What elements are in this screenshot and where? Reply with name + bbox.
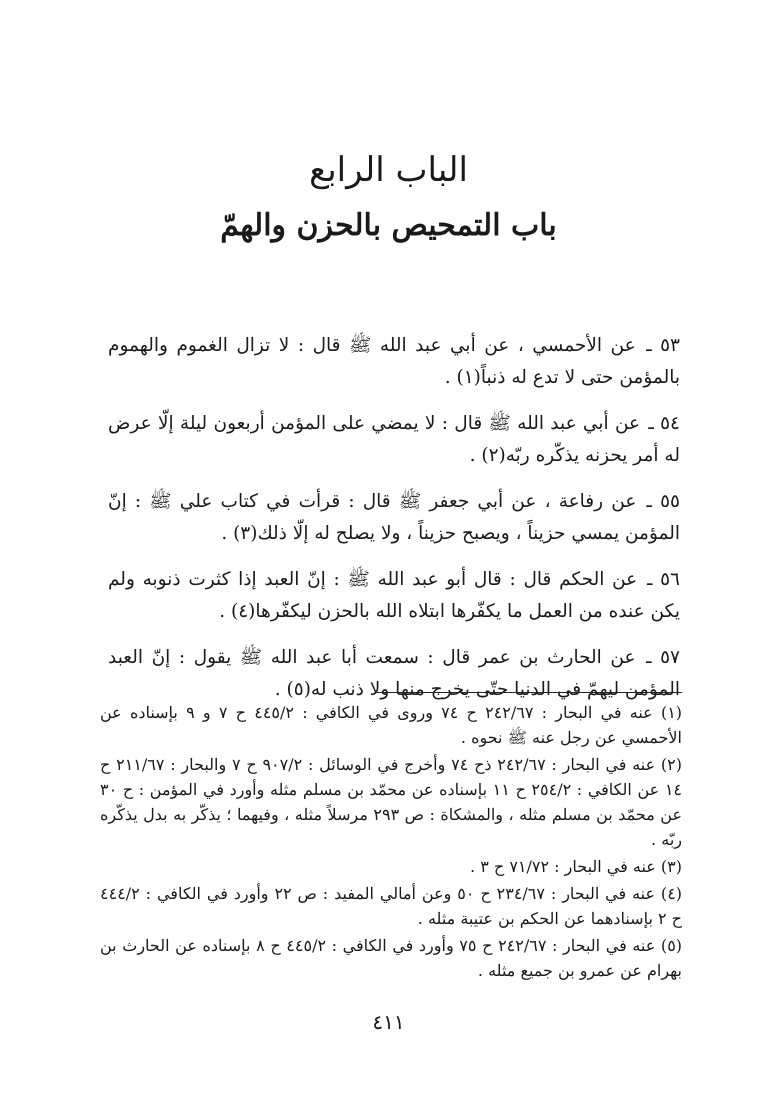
page-number: ٤١١: [372, 1010, 405, 1034]
footnotes: [100, 700, 682, 985]
hadith-number: ٥٦ ـ: [646, 569, 680, 590]
page-title: باب التمحيص بالحزن والهمّ: [220, 208, 557, 243]
hadith-53: [108, 330, 680, 394]
footnote-3: (٣) عنه في البحار : ٧١/٧٢ ح ٣ .: [470, 857, 682, 876]
hadith-number: ٥٧ ـ: [646, 647, 680, 668]
hadith-text: عن أبي عبد الله ﷺ قال : لا يمضي على المؤمن أربعون ليلة إلّا عرض له أمر يحزنه يذكّره ربّه(٢) .: [108, 413, 680, 466]
hadith-list: [108, 330, 680, 720]
hadith-text: عن رفاعة ، عن أبي جعفر ﷺ قال : قرأت في كتاب علي ﷺ : إنّ المؤمن يمسي حزيناً ، ويصبح حزيناً ، ولا يصلح له إلّا ذلك(٣) .: [108, 491, 680, 544]
chapter-label: الباب الرابع: [309, 150, 468, 190]
hadith-text: عن الحارث بن عمر قال : سمعت أبا عبد الله ﷺ يقول : إنّ العبد المؤمن ليهمّ في الدنيا حتّى يخرج منها ولا ذنب له(٥) .: [108, 647, 680, 700]
footnote-1: (١) عنه في البحار : ٢٤٢/٦٧ ح ٧٤ وروى في الكافي : ٤٤٥/٢ ح ٧ و ٩ بإسناده عن الأحمسي عن رجل عنه ﷺ نحوه .: [100, 703, 683, 747]
hadith-number: ٥٣ ـ: [646, 335, 680, 356]
hadith-57: [108, 642, 680, 706]
footnote-2: (٢) عنه في البحار : ٢٤٢/٦٧ ذح ٧٤ وأخرج في الوسائل : ٩٠٧/٢ ح ٧ والبحار : ٢١١/٦٧ ح ١٤ عن الكافي : ٢٥٤/٢ ح ١١ بإسناده عن محمّد بن مسلم مثله وأورد في المؤمن : ح ٣٠ عن محمّد بن مسلم مثله ، والمشكاة : ص ٢٩٣ مرسلاً مثله ، وفيهما ؛ يذكّر به بدل يذكّره ربّه .: [100, 755, 683, 849]
hadith-number: ٥٤ ـ: [648, 413, 680, 434]
hadith-55: [108, 486, 680, 550]
hadith-54: [108, 408, 680, 472]
footnote-divider: [377, 692, 682, 693]
hadith-text: عن الأحمسي ، عن أبي عبد الله ﷺ قال : لا تزال الغموم والهموم بالمؤمن حتى لا تدع له ذنباً(١) .: [108, 335, 680, 388]
hadith-56: [108, 564, 680, 628]
hadith-number: ٥٥ ـ: [646, 491, 680, 512]
hadith-text: عن الحكم قال : قال أبو عبد الله ﷺ : إنّ العبد إذا كثرت ذنوبه ولم يكن عنده من العمل ما يكفّرها ابتلاه الله بالحزن ليكفّرها(٤) .: [108, 569, 680, 622]
footnote-4: (٤) عنه في البحار : ٢٣٤/٦٧ ح ٥٠ وعن أمالي المفيد : ص ٢٢ وأورد في الكافي : ٤٤٤/٢ ح ٢ بإسنادهما عن الحكم بن عتيبة مثله .: [100, 884, 683, 928]
footnote-5: (٥) عنه في البحار : ٢٤٢/٦٧ ح ٧٥ وأورد في الكافي : ٤٤٥/٢ ح ٨ بإسناده عن الحارث بن بهرام عن عمرو بن جميع مثله .: [100, 936, 683, 980]
